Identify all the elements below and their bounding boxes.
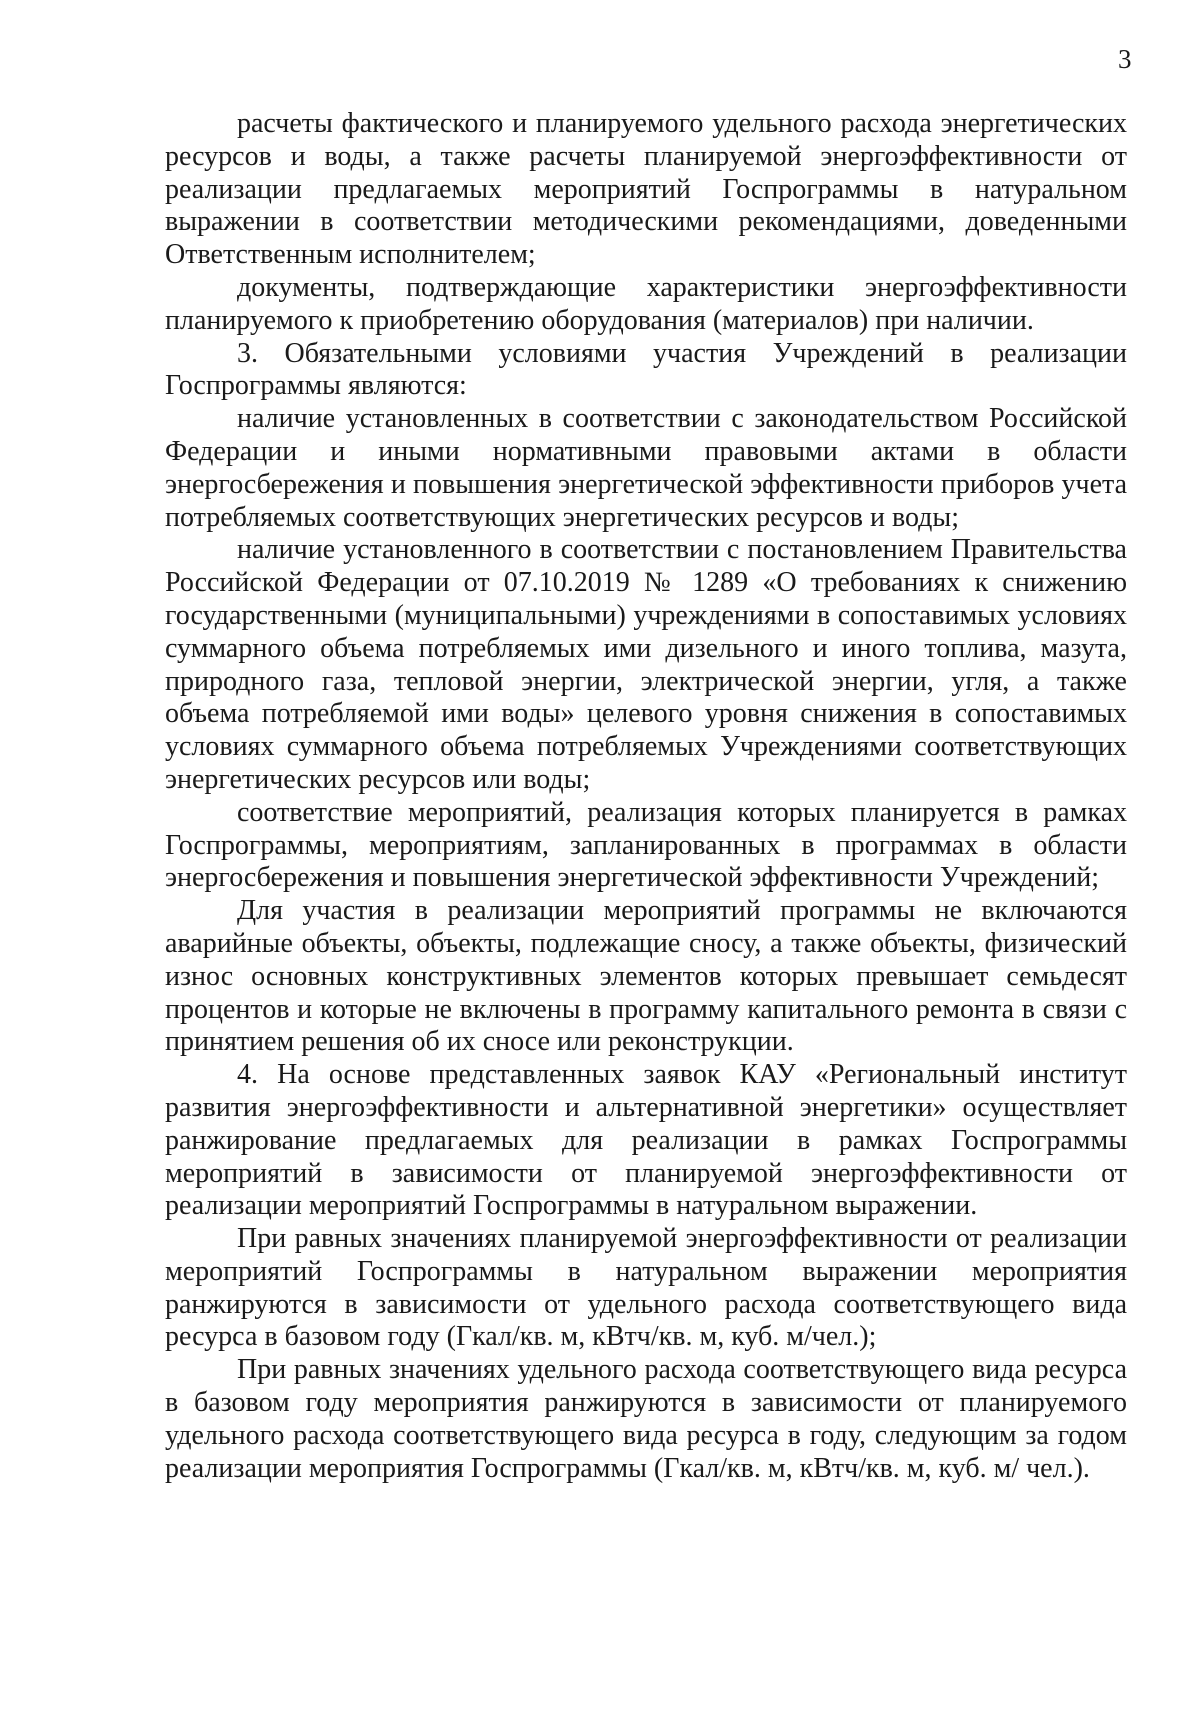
paragraph-excluded-objects: Для участия в реализации мероприятий программы не включаются аварийные объекты, объекты, подлежащие сносу, а также объекты, физический износ основных конструктивных элементов которых превышает семьдесят процентов и которые не включены в программу капитального ремонта в связи с принятием решения об их сносе или реконструкции. bbox=[165, 895, 1127, 1058]
document-body bbox=[165, 108, 1127, 1485]
paragraph-ranking-equal-efficiency: При равных значениях планируемой энергоэффективности от реализации мероприятий Госпрограммы в натуральном выражении мероприятия ранжируются в зависимости от удельного расхода соответствующего вида ресурса в базовом году (Гкал/кв. м, кВтч/кв. м, куб. м/чел.); bbox=[165, 1223, 1127, 1353]
page-number: 3 bbox=[1118, 44, 1132, 74]
paragraph-ranking-equal-consumption: При равных значениях удельного расхода соответствующего вида ресурса в базовом году мероприятия ранжируются в зависимости от планируемого удельного расхода соответствующего вида ресурса в году, следующим за годом реализации мероприятия Госпрограммы (Гкал/кв. м, кВтч/кв. м, куб. м/ чел.). bbox=[165, 1354, 1127, 1484]
paragraph-measures-compliance: соответствие мероприятий, реализация которых планируется в рамках Госпрограммы, мероприятиям, запланированных в программах в области энергосбережения и повышения энергетической эффективности Учреждений; bbox=[165, 796, 1127, 894]
paragraph-metering-devices: наличие установленных в соответствии с законодательством Российской Федерации и иными нормативными правовыми актами в области энергосбережения и повышения энергетической эффективности приборов учета потребляемых соответствующих энергетических ресурсов и воды; bbox=[165, 403, 1127, 533]
paragraph-section-4: 4. На основе представленных заявок КАУ «Региональный институт развития энергоэффективности и альтернативной энергетики» осуществляет ранжирование предлагаемых для реализации в рамках Госпрограммы мероприятий в зависимости от планируемой энергоэффективности от реализации мероприятий Госпрограммы в натуральном выражении. bbox=[165, 1059, 1127, 1222]
paragraph-section-3: 3. Обязательными условиями участия Учреждений в реализации Госпрограммы являются: bbox=[165, 337, 1127, 402]
paragraph-calculations: расчеты фактического и планируемого удельного расхода энергетических ресурсов и воды, а также расчеты планируемой энергоэффективности от реализации предлагаемых мероприятий Госпрограммы в натуральном выражении в соответствии методическими рекомендациями, доведенными Ответственным исполнителем; bbox=[165, 108, 1127, 271]
paragraph-target-level: наличие установленного в соответствии с постановлением Правительства Российской Федерации от 07.10.2019 № 1289 «О требованиях к снижению государственными (муниципальными) учреждениями в сопоставимых условиях суммарного объема потребляемых ими дизельного и иного топлива, мазута, природного газа, тепловой энергии, электрической энергии, угля, а также объема потребляемой ими воды» целевого уровня снижения в сопоставимых условиях суммарного объема потребляемых Учреждениями соответствующих энергетических ресурсов или воды; bbox=[165, 534, 1127, 795]
paragraph-documents: документы, подтверждающие характеристики энергоэффективности планируемого к приобретению оборудования (материалов) при наличии. bbox=[165, 271, 1127, 336]
